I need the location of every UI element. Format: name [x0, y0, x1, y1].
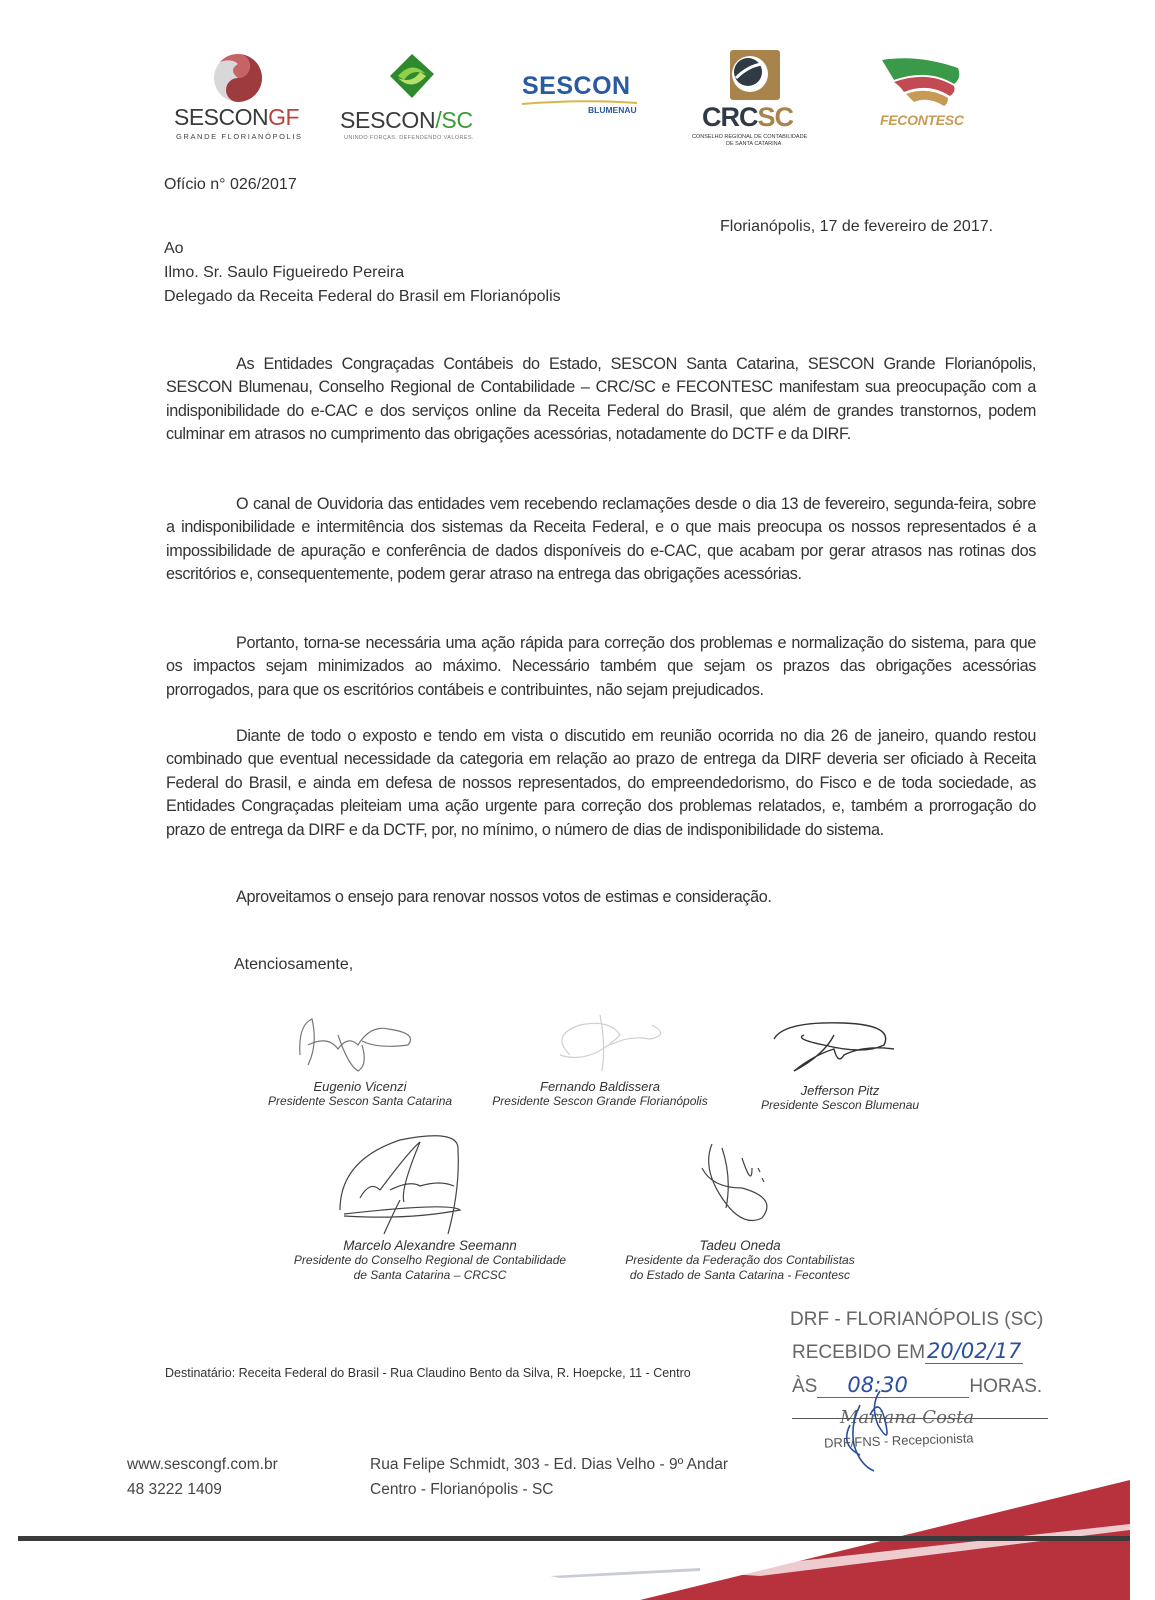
logo-sescongf [168, 52, 308, 142]
logo-sescon-blumenau [522, 72, 642, 117]
body-paragraph-4 [166, 725, 1036, 842]
signatory-name: Fernando Baldissera [540, 1079, 660, 1094]
signature-block-5 [600, 1138, 880, 1283]
paragraph-text: O canal de Ouvidoria das entidades vem recebendo reclamações desde o dia 13 de fevereiro, segunda-feira, sobre a indisponibilidade e intermitência dos sistemas da Receita Federal, e o que mais preocupa os nossos representados é a impossibilidade de apuração e conferência de dados disponíveis do e-CAC, que acabam por gerar atrasos nas rotinas dos escritórios e, consequentemente, podem gerar atraso na entrega das obrigações acessórias. [166, 495, 1036, 584]
logo-fecontesc [876, 58, 966, 148]
signatory-title: Presidente Sescon Blumenau [760, 1098, 920, 1112]
letter-date: Florianópolis, 17 de fevereiro de 2017. [720, 218, 994, 235]
handwritten-signature-icon [764, 1015, 904, 1079]
stamp-time: 08:30 [817, 1373, 969, 1398]
signatory-name: Marcelo Alexandre Seemann [343, 1238, 517, 1253]
sescongf-emblem-icon [212, 52, 264, 104]
closing-salutation: Atenciosamente, [234, 956, 354, 973]
footer-dark-rule [18, 1536, 1130, 1541]
stamp-received-date: 20/02/17 [927, 1339, 1022, 1363]
stamp-signer-role: DRF/FNS - Recepcionista [823, 1430, 974, 1451]
handwritten-signature-icon [330, 1130, 530, 1234]
recipient-name: Ilmo. Sr. Saulo Figueiredo Pereira [164, 264, 405, 281]
logo-crcsc-main: CRC [702, 102, 758, 132]
signatory-title-1: Presidente da Federação dos Contabilistas [625, 1253, 855, 1267]
signatory-title-2: de Santa Catarina – CRCSC [353, 1268, 507, 1282]
sescon-sc-emblem-icon [382, 54, 442, 104]
stamp-received-label: RECEBIDO EM [792, 1342, 926, 1363]
footer-phone: 48 3222 1409 [127, 1481, 222, 1498]
recipient-block [164, 237, 561, 309]
logo-crcsc-accent: SC [757, 102, 794, 132]
stamp-office: DRF - FLORIANÓPOLIS (SC) [790, 1309, 1044, 1330]
logo-sescon-sc-subtitle: UNINDO FORÇAS. DEFENDENDO VALORES. [344, 135, 474, 141]
handwritten-signature-icon [682, 1138, 802, 1234]
document-reference: Ofício n° 026/2017 [164, 176, 297, 193]
footer-website-link[interactable]: www.sescongf.com.br [127, 1456, 278, 1473]
footer-address-line-1: Rua Felipe Schmidt, 303 - Ed. Dias Velho - 9º Andar [370, 1456, 729, 1473]
handwritten-signature-icon [278, 1005, 418, 1077]
body-paragraph-2 [166, 493, 1036, 587]
recipient-salutation: Ao [164, 240, 184, 257]
signature-block-2 [480, 1005, 720, 1109]
handwritten-signature-icon [540, 1005, 680, 1077]
logo-sescon-sc [340, 52, 490, 142]
paragraph-text: Aproveitamos o ensejo para renovar nossos votos de estimas e consideração. [236, 888, 772, 906]
recipient-address-footer: Destinatário: Receita Federal do Brasil - Rua Claudino Bento da Silva, R. Hoepcke, 11 - Centro [165, 1366, 691, 1380]
body-paragraph-5 [166, 886, 1036, 909]
logo-blumenau-main: SESCON [522, 72, 631, 100]
signatory-title: Presidente Sescon Grande Florianópolis [492, 1094, 708, 1108]
signatory-name: Jefferson Pitz [800, 1083, 880, 1098]
signatory-title-1: Presidente do Conselho Regional de Contabilidade [293, 1253, 567, 1267]
body-paragraph-1 [166, 353, 1036, 447]
paragraph-text: Portanto, torna-se necessária uma ação rápida para correção dos problemas e normalização do sistema, para que os impactos sejam minimizados ao máximo. Necessário também que sejam os prazos das obrigações acessórias prorrogados, para que os escritórios contábeis e contribuintes, não sejam prejudicados. [166, 634, 1036, 699]
crcsc-gear-emblem-icon [726, 48, 782, 104]
signature-block-3 [740, 1015, 940, 1113]
logo-fecontesc-main: FECONTESC [880, 112, 964, 128]
logo-sescon-sc-main: SESCON [340, 107, 436, 133]
footer-address-line-2: Centro - Florianópolis - SC [370, 1481, 554, 1498]
recipient-role: Delegado da Receita Federal do Brasil em Florianópolis [164, 288, 561, 305]
signatory-title-2: do Estado de Santa Catarina - Fecontesc [629, 1268, 851, 1282]
footer-decoration [0, 1480, 1155, 1600]
logo-sescongf-subtitle: GRANDE FLORIANÓPOLIS [176, 132, 303, 141]
signature-block-4 [270, 1130, 590, 1283]
stamp-signer: Mariana Costa [840, 1407, 975, 1428]
signature-block-1 [250, 1005, 470, 1109]
logo-crcsc-subtitle-1: CONSELHO REGIONAL DE CONTABILIDADE [692, 134, 808, 140]
signatory-name: Eugenio Vicenzi [313, 1079, 407, 1094]
logo-crcsc [690, 48, 840, 152]
body-paragraph-3 [166, 632, 1036, 702]
logo-blumenau-subtitle: BLUMENAU [588, 105, 637, 115]
handwritten-initials-icon [830, 1385, 910, 1475]
logo-sescongf-accent: GF [268, 104, 300, 130]
logo-sescon-sc-accent: /SC [435, 107, 473, 133]
fecontesc-flag-icon [878, 58, 964, 108]
signatory-name: Tadeu Oneda [699, 1238, 781, 1253]
stamp-hours-label: HORAS. [969, 1376, 1043, 1397]
signatory-title: Presidente Sescon Santa Catarina [267, 1094, 453, 1108]
paragraph-text: As Entidades Congraçadas Contábeis do Estado, SESCON Santa Catarina, SESCON Grande Florianópolis, SESCON Blumenau, Conselho Regional de Contabilidade – CRC/SC e FECONTESC manifestam sua preocupação com a indisponibilidade do e-CAC e dos serviços online da Receita Federal do Brasil, que além de grandes transtornos, podem culminar em atrasos no cumprimento das obrigações acessórias, notadamente do DCTF e da DIRF. [166, 355, 1036, 444]
stamp-at-label: ÀS [792, 1376, 818, 1397]
logo-crcsc-subtitle-2: DE SANTA CATARINA [726, 141, 782, 147]
receipt-stamp [790, 1305, 1060, 1465]
logo-sescongf-main: SESCON [174, 104, 269, 130]
footer-grey-streak [550, 1568, 700, 1578]
paragraph-text: Diante de todo o exposto e tendo em vista o discutido em reunião ocorrida no dia 26 de janeiro, quando restou combinado que eventual necessidade da categoria em relação ao prazo de entrega da DIRF deveria ser oficiado à Receita Federal do Brasil, e ainda em defesa de nossos representados, do empreendedorismo, do Fisco e de toda sociedade, as Entidades Congraçadas pleiteiam uma ação urgente para correção dos problemas relatados, e, também a prorrogação do prazo de entrega da DIRF e da DCTF, por, no mínimo, o número de dias de indisponibilidade do sistema. [166, 727, 1036, 839]
